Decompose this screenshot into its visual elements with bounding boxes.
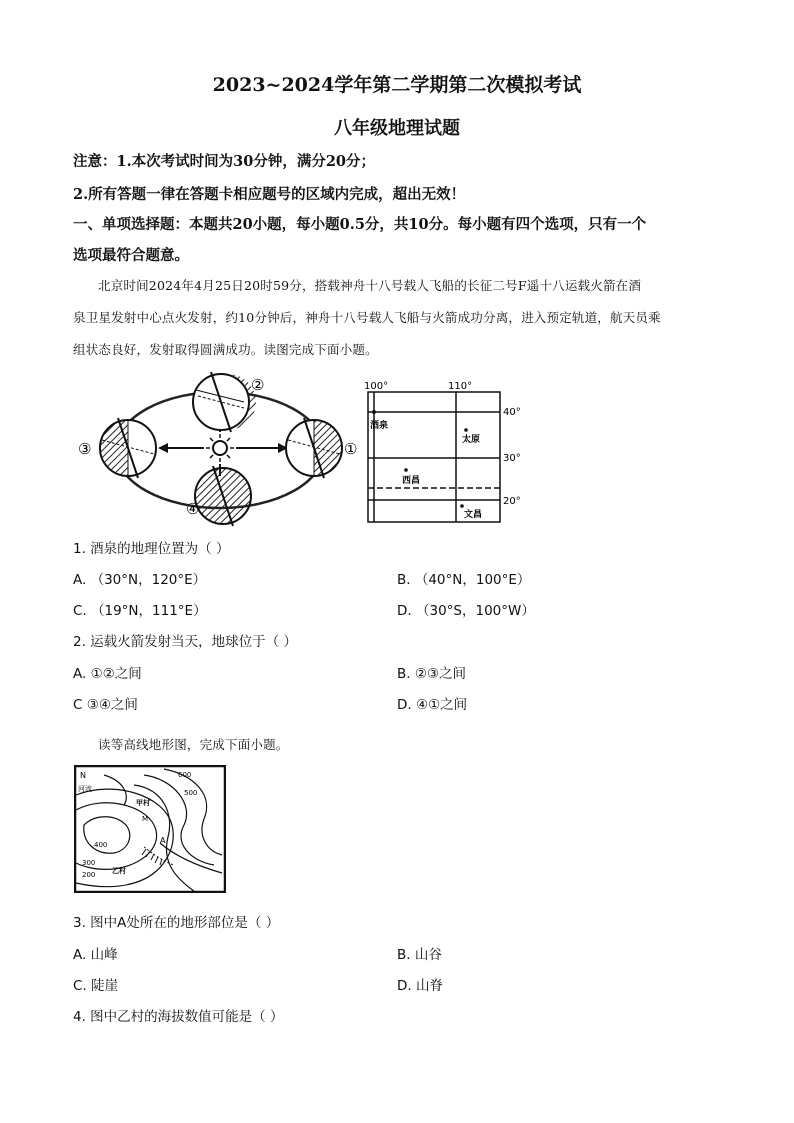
question-2-option-b[interactable]: B. ②③之间 [397,666,467,682]
question-2-option-c[interactable]: C ③④之间 [73,697,138,713]
question-1-option-a[interactable]: A. （30°N，120°E） [73,572,207,588]
question-2-option-d[interactable]: D. ④①之间 [397,697,468,713]
launch-site-map [360,378,530,526]
question-3-stem: 3. 图中A处所在的地形部位是（ ） [73,915,280,931]
orbit-label-4: ④ [186,500,200,518]
contour-label-400: 400 [94,841,108,849]
question-1-option-c[interactable]: C. （19°N，111°E） [73,603,207,619]
point-m-label: M [142,815,149,823]
earth-position-4 [195,466,251,526]
passage-2: 读等高线地形图，完成下面小题。 [98,737,289,752]
section-heading-line-1: 一、单项选择题：本题共20小题，每小题0.5分，共10分。每小题有四个选项，只有一个 [73,216,647,233]
question-3-option-c[interactable]: C. 陡崖 [73,978,119,994]
orbit-label-1: ① [344,440,358,458]
north-label: N [80,771,86,780]
passage-line-1: 北京时间2024年4月25日20时59分，搭载神舟十八号载人飞船的长征二号F遥十八运载火箭在酒 [98,278,642,293]
question-1-option-b[interactable]: B. （40°N，100°E） [397,572,531,588]
contour-label-200: 200 [82,871,96,879]
sun-icon [206,434,234,462]
river-label: 河流 [78,785,92,793]
question-3-option-d[interactable]: D. 山脊 [397,978,443,994]
place-xichang: 西昌 [402,476,421,486]
section-heading-line-2: 选项最符合题意。 [73,247,189,264]
earth-position-3 [100,418,156,478]
question-2-option-a[interactable]: A. ①②之间 [73,666,142,682]
earth-position-1 [286,418,342,478]
passage-line-3: 组状态良好，发射取得圆满成功。读图完成下面小题。 [73,342,378,357]
place-jiuquan: 酒泉 [370,421,389,431]
orbit-label-2: ② [251,376,265,394]
contour-label-500-top: 500 [184,789,198,797]
page-subtitle: 八年级地理试题 [334,118,460,139]
lon-label-100: 100° [364,381,389,392]
lat-label-30: 30° [503,453,521,464]
note-line-2: 2.所有答题一律在答题卡相应题号的区域内完成，超出无效！ [73,186,466,203]
page-title: 2023~2024学年第二学期第二次模拟考试 [212,74,582,96]
question-2-stem: 2. 运载火箭发射当天，地球位于（ ） [73,634,297,650]
question-4-stem: 4. 图中乙村的海拔数值可能是（ ） [73,1009,284,1025]
note-line-1: 注意：1.本次考试时间为30分钟，满分20分； [73,153,375,170]
village-yi-label: 乙村 [112,867,126,875]
question-3-option-a[interactable]: A. 山峰 [73,947,118,963]
place-wenchang: 文昌 [464,510,483,520]
question-3-option-b[interactable]: B. 山谷 [397,947,442,963]
contour-map [74,765,226,893]
question-1-stem: 1. 酒泉的地理位置为（ ） [73,541,230,557]
lat-label-40: 40° [503,407,521,418]
village-jia-label: 甲村 [136,799,150,807]
contour-label-600: 600 [178,771,192,779]
earth-position-2 [193,372,256,432]
place-taiyuan: 太原 [462,435,481,445]
orbit-label-3: ③ [78,440,92,458]
lon-label-110: 110° [448,381,473,392]
question-1-option-d[interactable]: D. （30°S，100°W） [397,603,535,619]
lat-label-20: 20° [503,496,521,507]
passage-line-2: 泉卫星发射中心点火发射，约10分钟后，神舟十八号载人飞船与火箭成功分离，进入预定轨道，航天员乘 [73,310,661,325]
contour-label-300: 300 [82,859,96,867]
point-a-label: A [160,836,166,845]
earth-orbit-figure [78,368,368,528]
